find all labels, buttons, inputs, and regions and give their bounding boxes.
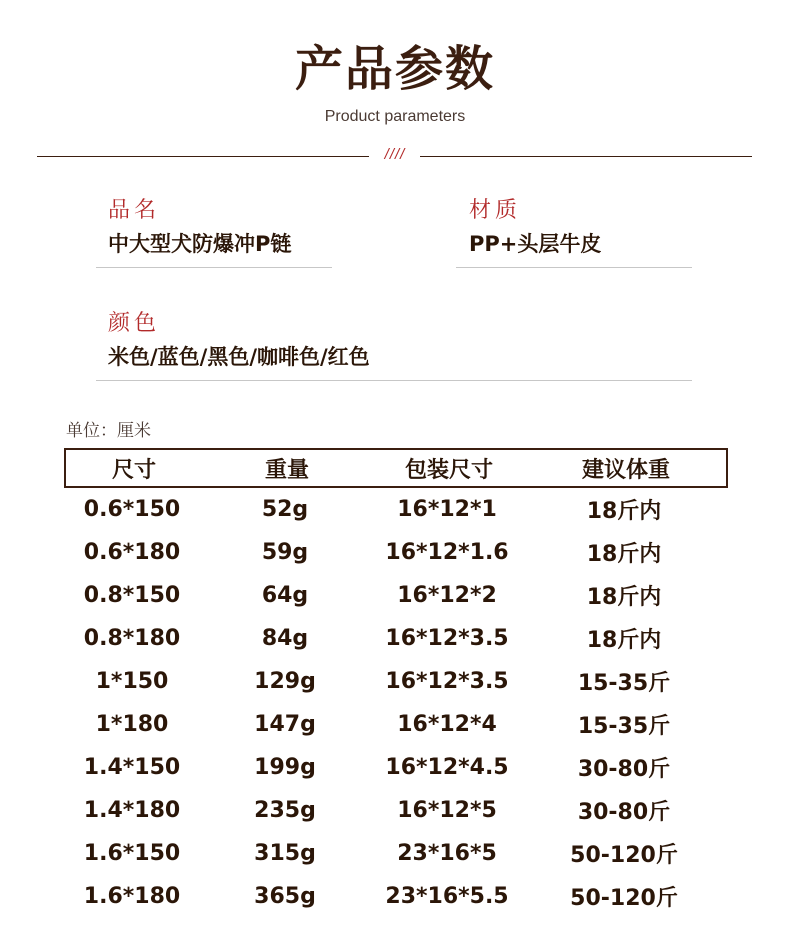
table-header-row <box>64 448 728 488</box>
table-cell-weight: 59g <box>261 540 309 565</box>
table-row <box>64 789 728 832</box>
table-cell-size: 1*180 <box>95 712 169 737</box>
table-cell-size: 0.8*150 <box>83 583 181 608</box>
table-cell-weight: 199g <box>254 755 316 780</box>
table-cell-size: 1.6*150 <box>83 841 181 866</box>
table-row <box>64 617 728 660</box>
table-cell-weight: 235g <box>254 798 316 823</box>
page-subtitle: Product parameters <box>324 108 466 125</box>
table-row <box>64 703 728 746</box>
header-divider-right <box>420 156 752 157</box>
table-cell-package-size: 23*16*5 <box>397 841 497 866</box>
field-label-color: 颜色 <box>108 311 161 336</box>
table-header-suggested-weight: 建议体重 <box>581 457 670 483</box>
table-cell-package-size: 16*12*3.5 <box>385 669 509 694</box>
page-title: 产品参数 <box>294 41 495 97</box>
field-value-color: 米色/蓝色/黑色/咖啡色/红色 <box>108 345 370 369</box>
table-cell-suggested-weight: 50-120斤 <box>570 843 678 868</box>
table-row <box>64 531 728 574</box>
table-cell-weight: 147g <box>254 712 316 737</box>
table-cell-package-size: 16*12*1.6 <box>385 540 509 565</box>
table-cell-package-size: 23*16*5.5 <box>385 884 509 909</box>
table-cell-suggested-weight: 50-120斤 <box>570 886 678 911</box>
table-row <box>64 832 728 875</box>
table-row <box>64 574 728 617</box>
table-cell-suggested-weight: 18斤内 <box>586 542 662 567</box>
table-cell-suggested-weight: 30-80斤 <box>577 800 671 825</box>
table-cell-size: 0.6*150 <box>83 497 181 522</box>
table-cell-size: 1.4*180 <box>83 798 181 823</box>
table-row <box>64 746 728 789</box>
field-value-name: 中大型犬防爆冲P链 <box>108 232 292 256</box>
field-label-name: 品名 <box>108 198 161 223</box>
table-header-package-size: 包装尺寸 <box>404 457 493 483</box>
table-cell-suggested-weight: 18斤内 <box>586 499 662 524</box>
unit-note: 单位：厘米 <box>66 421 151 441</box>
table-cell-package-size: 16*12*2 <box>397 583 497 608</box>
table-cell-size: 0.6*180 <box>83 540 181 565</box>
table-header-size: 尺寸 <box>111 457 156 483</box>
table-row <box>64 488 728 531</box>
table-cell-suggested-weight: 15-35斤 <box>577 671 671 696</box>
table-cell-package-size: 16*12*4 <box>397 712 497 737</box>
table-cell-package-size: 16*12*4.5 <box>385 755 509 780</box>
table-cell-size: 1.6*180 <box>83 884 181 909</box>
table-cell-suggested-weight: 18斤内 <box>586 628 662 653</box>
table-cell-weight: 64g <box>261 583 309 608</box>
field-value-material: PP+头层牛皮 <box>469 232 602 256</box>
field-underline-name <box>96 267 332 268</box>
table-cell-size: 1.4*150 <box>83 755 181 780</box>
table-cell-weight: 129g <box>254 669 316 694</box>
table-cell-suggested-weight: 30-80斤 <box>577 757 671 782</box>
table-cell-suggested-weight: 15-35斤 <box>577 714 671 739</box>
table-cell-weight: 52g <box>261 497 309 522</box>
table-cell-weight: 315g <box>254 841 316 866</box>
field-underline-color <box>96 380 692 381</box>
table-header-weight: 重量 <box>264 457 309 483</box>
table-cell-suggested-weight: 18斤内 <box>586 585 662 610</box>
header-divider-left <box>37 156 369 157</box>
table-row <box>64 660 728 703</box>
table-cell-size: 0.8*180 <box>83 626 181 651</box>
divider-mark: //// <box>384 146 406 163</box>
table-cell-weight: 84g <box>261 626 309 651</box>
table-cell-weight: 365g <box>254 884 316 909</box>
table-row <box>64 875 728 918</box>
table-cell-package-size: 16*12*5 <box>397 798 497 823</box>
table-cell-package-size: 16*12*3.5 <box>385 626 509 651</box>
field-label-material: 材质 <box>469 198 522 223</box>
table-cell-package-size: 16*12*1 <box>397 497 497 522</box>
size-table <box>64 448 728 918</box>
field-underline-material <box>456 267 692 268</box>
table-cell-size: 1*150 <box>95 669 169 694</box>
